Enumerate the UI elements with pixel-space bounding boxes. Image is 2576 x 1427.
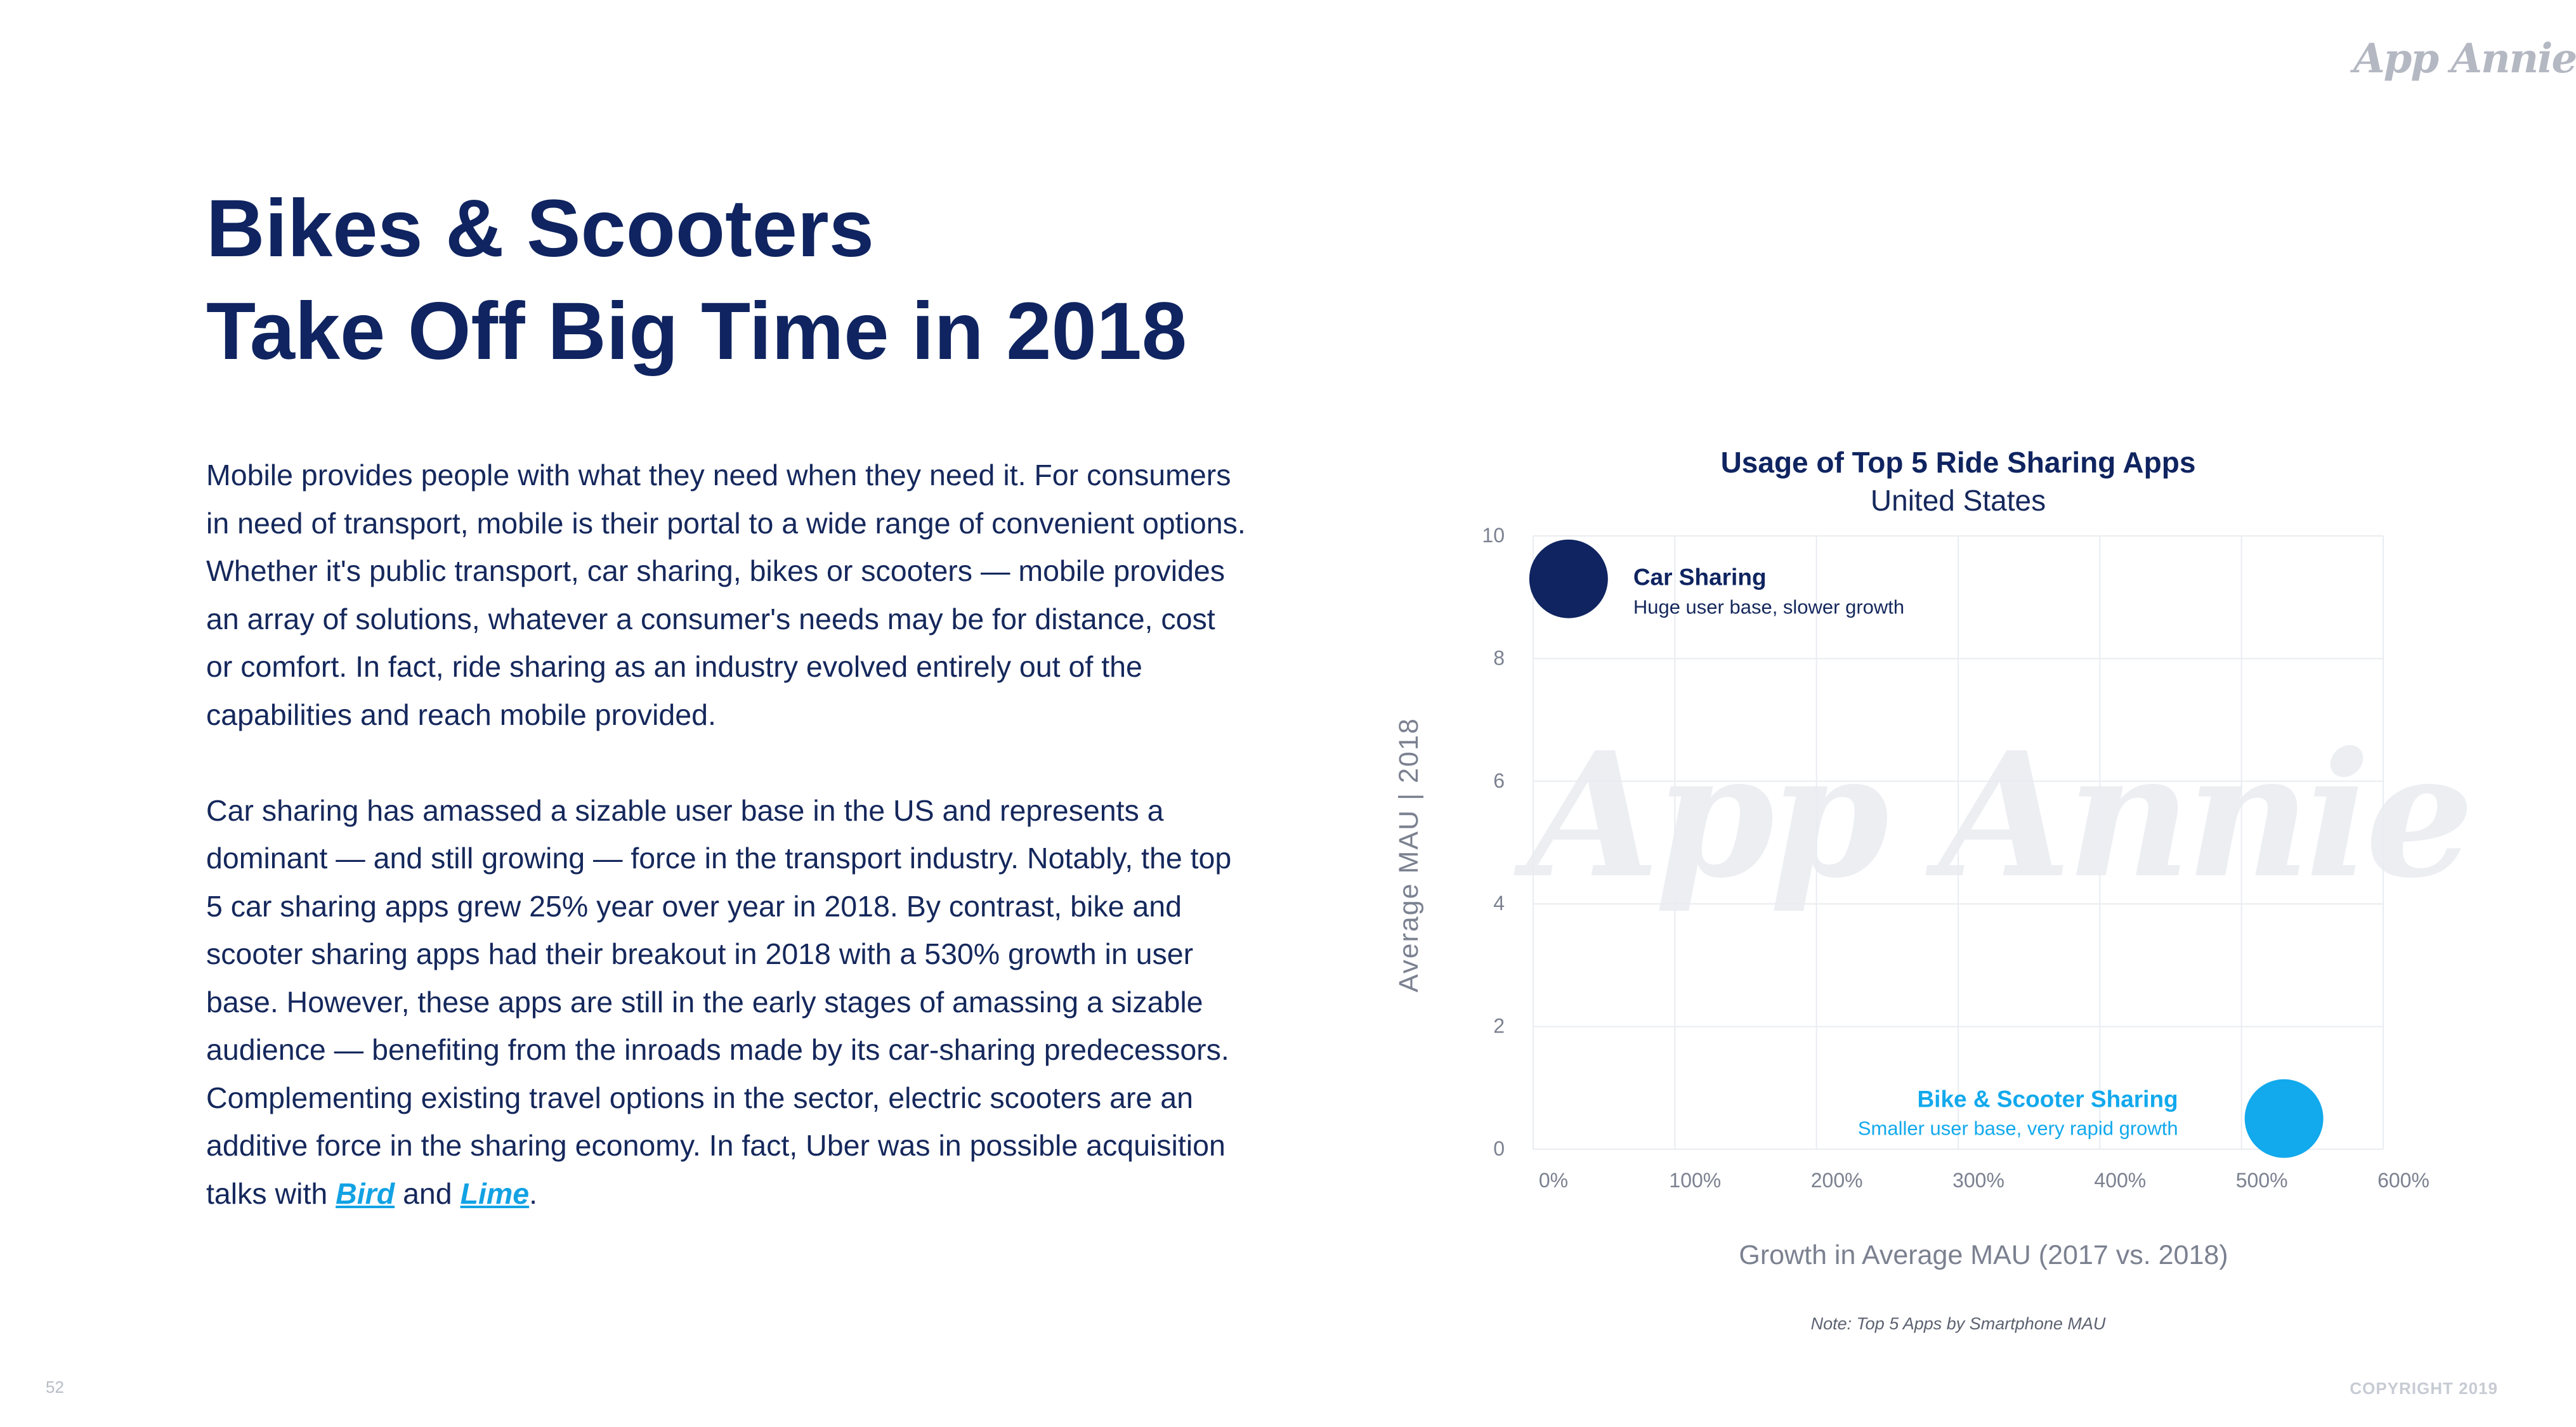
bike-scooter-description: Smaller user base, very rapid growth <box>1857 1117 2178 1140</box>
page-number: 52 <box>46 1378 64 1397</box>
car-sharing-label: Car Sharing <box>1633 564 1767 590</box>
x-tick-label: 400% <box>2094 1169 2147 1192</box>
y-axis-label: Average MAU | 2018 <box>1394 717 1424 993</box>
page-title <box>206 178 1187 383</box>
x-tick-label: 500% <box>2235 1169 2288 1192</box>
paragraph-2-end: . <box>529 1176 538 1210</box>
y-tick-label: 2 <box>1493 1014 1505 1038</box>
copyright-notice: COPYRIGHT 2019 <box>2350 1379 2498 1398</box>
paragraph-1: Mobile provides people with what they need when they need it. For consumers in need of transport, mobile is their portal to a wide range of convenient options. Whether it's public transport, car sharing, bikes or scooters — mobile provides an array of solutions, whatever a consumer's needs may be for distance, cost or comfort. In fact, ride sharing as an industry evolved entirely out of the capabilities and reach mobile provided. <box>206 459 1246 731</box>
lime-link[interactable]: Lime <box>460 1176 530 1210</box>
y-tick-label: 10 <box>1482 524 1505 547</box>
chart-note: Note: Top 5 Apps by Smartphone MAU <box>1810 1314 2106 1333</box>
y-tick-label: 6 <box>1493 769 1505 792</box>
body-text <box>206 452 1246 1266</box>
bubble-chart <box>1332 419 2537 1383</box>
paragraph-2 <box>206 787 1246 1218</box>
title-line-2: Take Off Big Time in 2018 <box>206 286 1187 377</box>
x-axis-label: Growth in Average MAU (2017 vs. 2018) <box>1739 1240 2228 1270</box>
y-tick-label: 0 <box>1493 1137 1505 1160</box>
x-tick-label: 200% <box>1810 1169 1863 1192</box>
y-tick-label: 4 <box>1493 892 1505 915</box>
title-line-1: Bikes & Scooters <box>206 183 874 274</box>
bird-link[interactable]: Bird <box>336 1176 395 1210</box>
paragraph-2-and: and <box>395 1176 461 1210</box>
x-tick-label: 600% <box>2377 1169 2429 1192</box>
bike-scooter-bubble <box>2245 1079 2324 1158</box>
x-tick-label: 100% <box>1669 1169 1722 1192</box>
x-tick-label: 300% <box>1952 1169 2004 1192</box>
y-tick-label: 8 <box>1493 646 1505 670</box>
x-tick-label: 0% <box>1538 1169 1569 1192</box>
chart-title: Usage of Top 5 Ride Sharing Apps <box>1720 446 2196 479</box>
chart-subtitle: United States <box>1870 484 2046 517</box>
chart-watermark: App Annie <box>1527 714 2469 916</box>
car-sharing-bubble <box>1529 540 1608 618</box>
chart-svg <box>1332 419 2537 1383</box>
paragraph-2-text: Car sharing has amassed a sizable user base in the US and represents a dominant — and still growing — force in the transport industry. Notably, the top 5 car sharing apps grew 25% year over year in 2018. By contrast, bike and scooter sharing apps had their breakout in 2018 with a 530% growth in user base. However, these apps are still in the early stages of amassing a sizable audience — benefiting from the inroads made by its car-sharing predecessors. Complementing existing travel options in the sector, electric scooters are an additive force in the sharing economy. In fact, Uber was in possible acquisition talks with <box>206 793 1232 1210</box>
app-annie-logo: App Annie <box>2353 35 2576 82</box>
bike-scooter-label: Bike & Scooter Sharing <box>1917 1086 2178 1112</box>
car-sharing-description: Huge user base, slower growth <box>1633 596 1905 618</box>
